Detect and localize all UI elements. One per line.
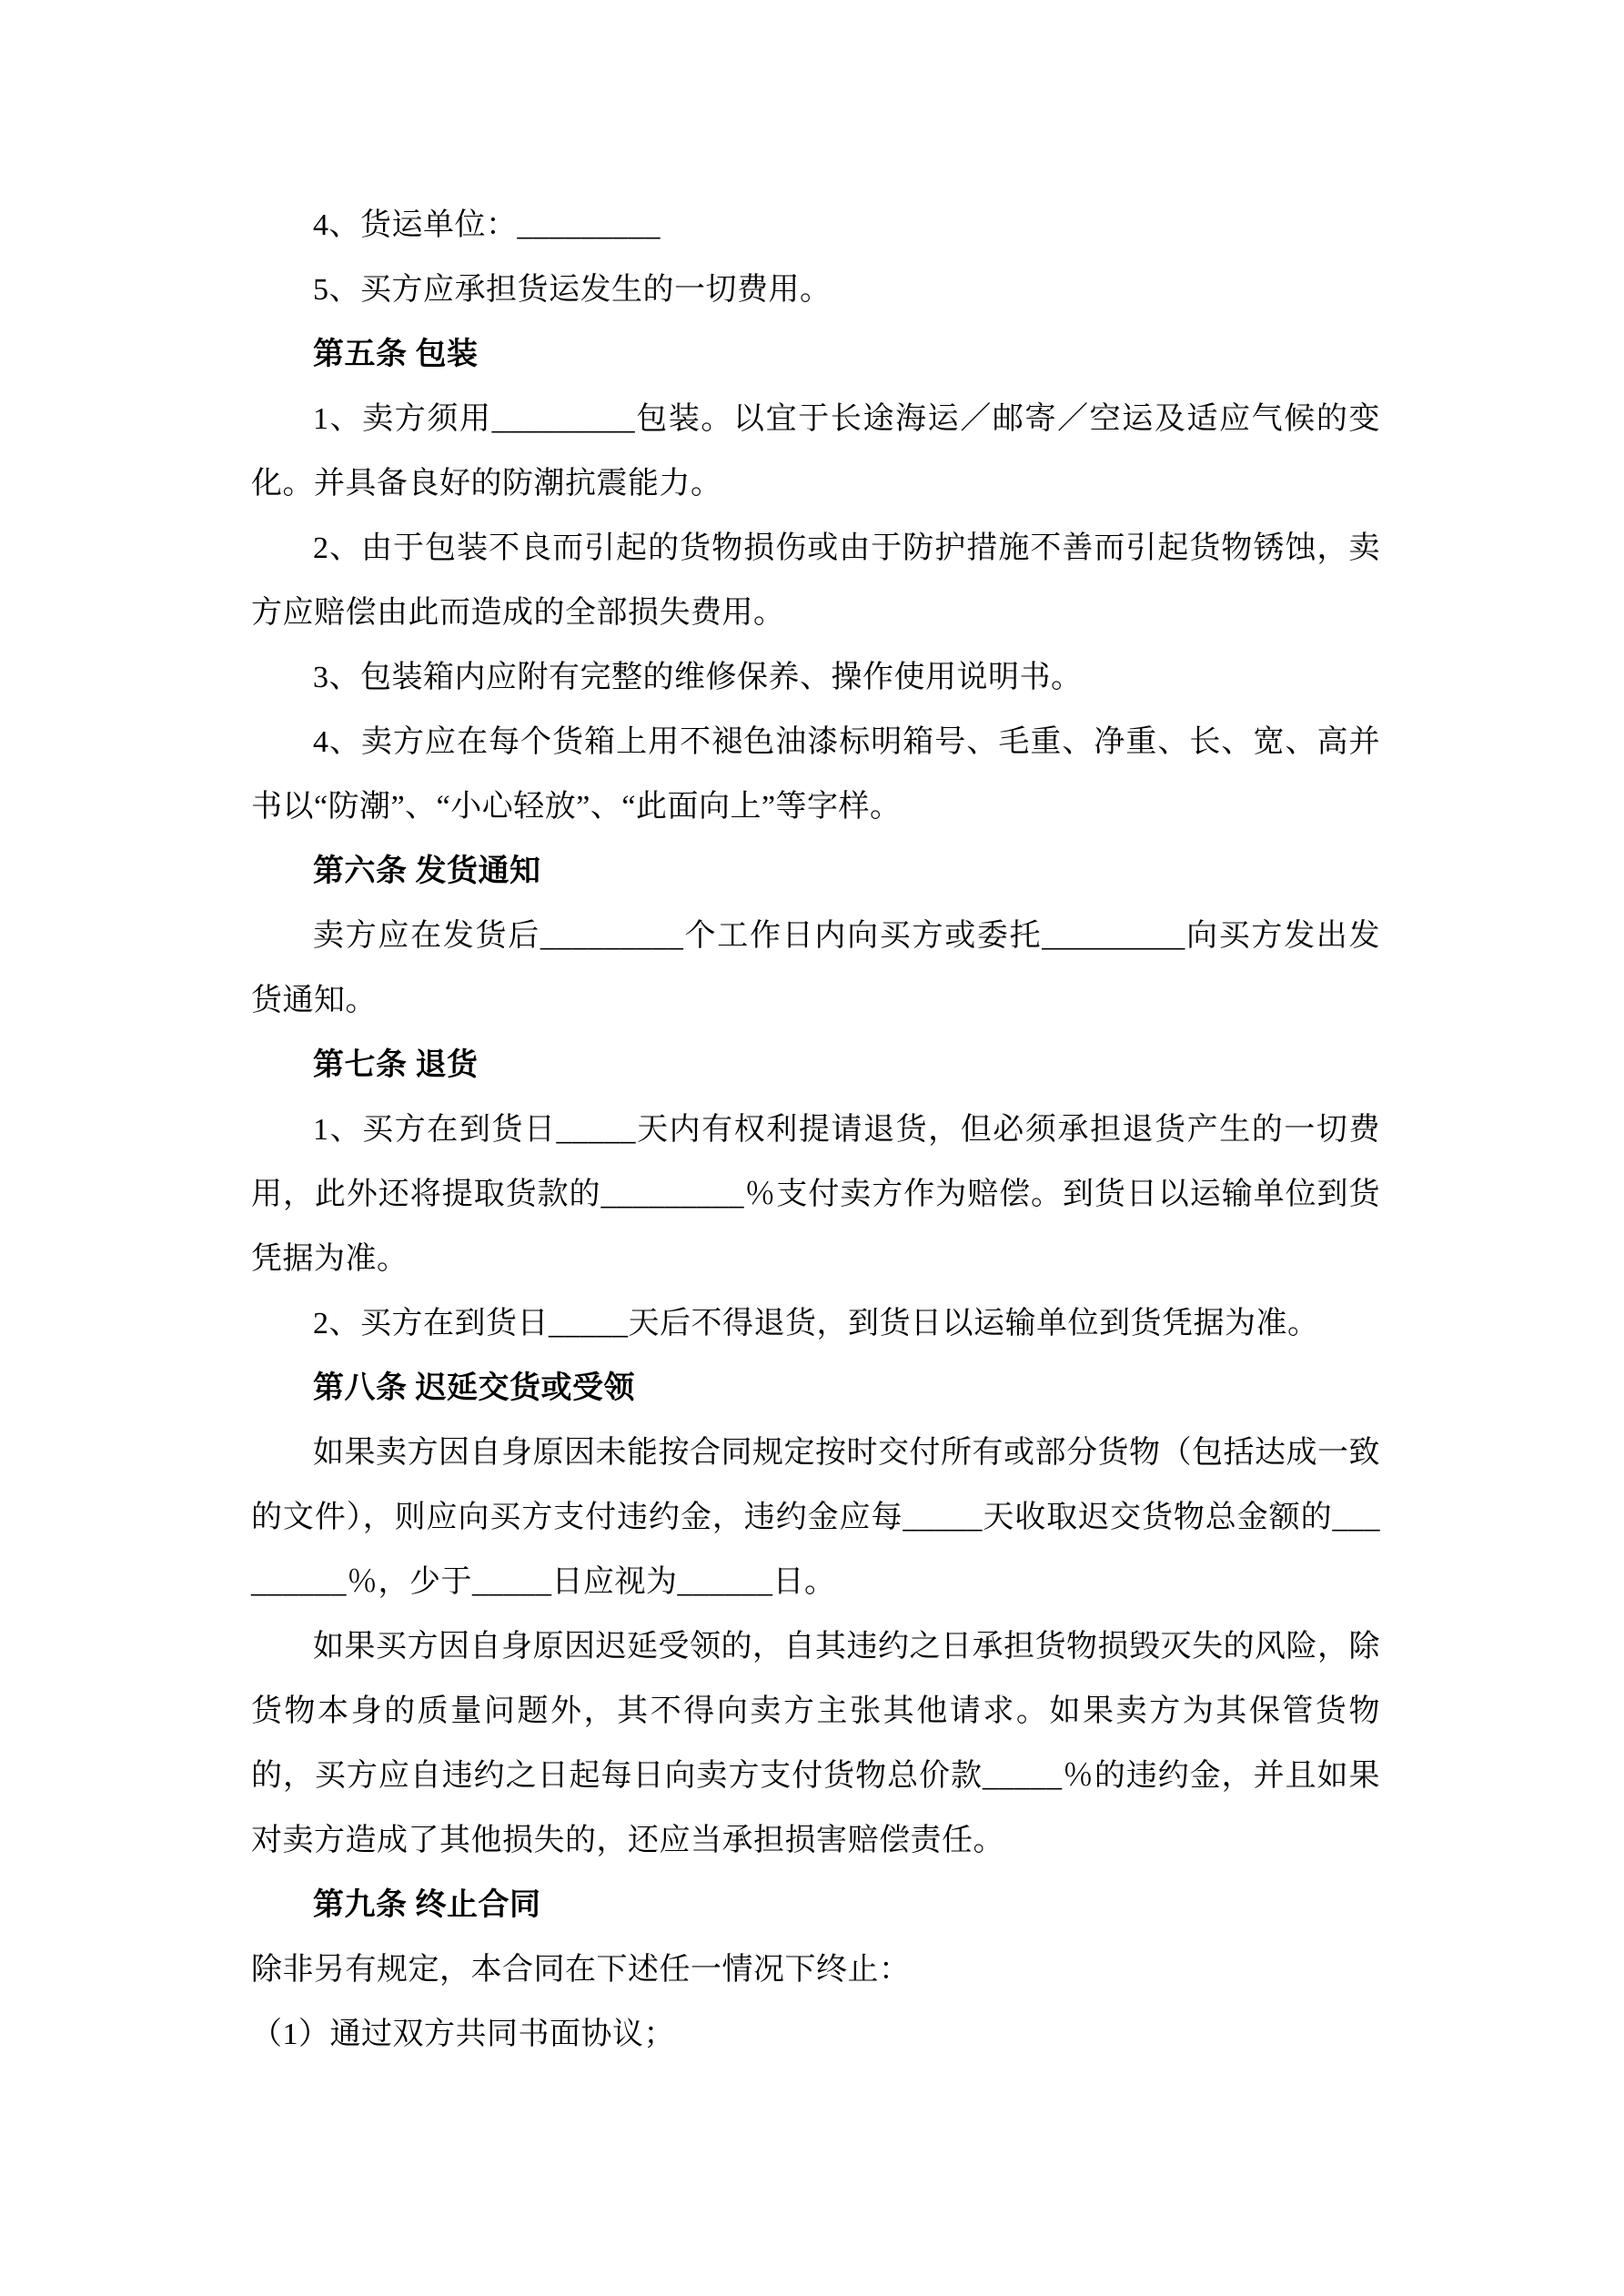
contract-body xyxy=(251,193,1380,2067)
clause-item-freight-cost: 5、买方应承担货运发生的一切费用。 xyxy=(313,273,832,307)
clause-heading-article-6: 第六条 发货通知 xyxy=(313,855,541,888)
clause-heading-article-7: 第七条 退货 xyxy=(313,1048,479,1082)
clause-item-shipping-notice: 卖方应在发货后_________个工作日内向买方或委托_________向买方发出发货通知。 xyxy=(251,919,1380,1017)
clause-item-packing-2: 2、由于包装不良而引起的货物损伤或由于防护措施不善而引起货物锈蚀，卖方应赔偿由此而造成的全部损失费用。 xyxy=(251,531,1380,630)
clause-item-packing-1: 1、卖方须用_________包装。以宜于长途海运／邮寄／空运及适应气候的变化。并具备良好的防潮抗震能力。 xyxy=(251,402,1380,501)
clause-item-return-2: 2、买方在到货日_____天后不得退货，到货日以运输单位到货凭据为准。 xyxy=(313,1307,1319,1340)
clause-item-packing-4: 4、卖方应在每个货箱上用不褪色油漆标明箱号、毛重、净重、长、宽、高并书以“防潮”、“小心轻放”、“此面向上”等字样。 xyxy=(251,725,1380,824)
clause-item-delay-delivery: 如果卖方因自身原因未能按合同规定按时交付所有或部分货物（包括达成一致的文件），则应向买方支付违约金，违约金应每_____天收取迟交货物总金额的_________％，少于_____日应视为______日。 xyxy=(251,1436,1380,1599)
clause-item-termination-1: （1）通过双方共同书面协议； xyxy=(251,2018,675,2051)
clause-heading-article-8: 第八条 迟延交货或受领 xyxy=(313,1371,635,1405)
clause-item-packing-3: 3、包装箱内应附有完整的维修保养、操作使用说明书。 xyxy=(313,661,1083,694)
clause-item-termination-intro: 除非另有规定，本合同在下述任一情况下终止： xyxy=(251,1953,911,1987)
clause-item-delay-acceptance: 如果买方因自身原因迟延受领的，自其违约之日承担货物损毁灭失的风险，除货物本身的质量问题外，其不得向卖方主张其他请求。如果卖方为其保管货物的，买方应自违约之日起每日向卖方支付货物总价款_____％的违约金，并且如果对卖方造成了其他损失的，还应当承担损害赔偿责任。 xyxy=(251,1630,1380,1857)
clause-heading-article-9: 第九条 终止合同 xyxy=(313,1888,541,1922)
clause-heading-article-5: 第五条 包装 xyxy=(313,338,479,371)
clause-item-freight-unit: 4、货运单位：_________ xyxy=(313,208,661,242)
clause-item-return-1: 1、买方在到货日_____天内有权利提请退货，但必须承担退货产生的一切费用，此外还将提取货款的_________％支付卖方作为赔偿。到货日以运输单位到货凭据为准。 xyxy=(251,1113,1380,1276)
